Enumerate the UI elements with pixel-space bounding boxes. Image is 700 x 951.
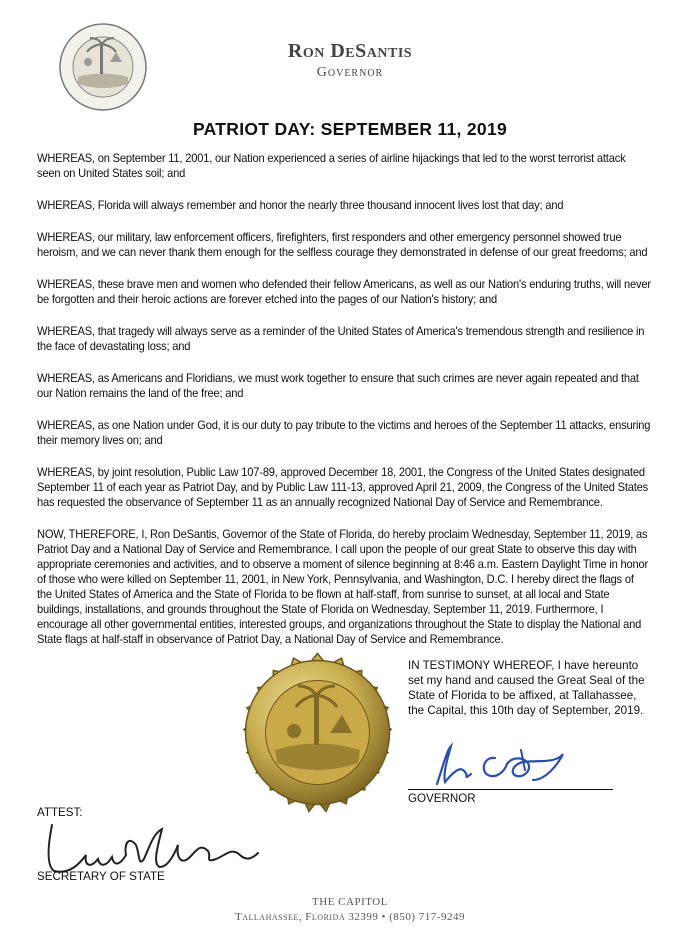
proclamation-paragraph: NOW, THEREFORE, I, Ron DeSantis, Governor of the State of Florida, do hereby proclaim Wednesday, September 11, 2019, as Patriot Day and a National Day of Service and Remembrance. I call upon the people of our great State to observe this day with appropriate ceremonies and activities, and to observe a moment of silence beginning at 8:46 a.m. Eastern Daylight Time in honor of those who were killed on September 11, 2001, in New York, Pennsylvania, and Washington, D.C. I hereby direct the flags of the United States of America and the State of Florida to be flown at half-staff, from sunrise to sunset, at all local and State buildings, installations, and grounds throughout the State of Florida on Wednesday, September 11, 2019. Furthermore, I encourage all other governmental entities, interested groups, and organizations throughout the State to display the National and State flags at half-staff in observance of Patriot Day, a National Day of Service and Remembrance. [37, 528, 649, 646]
whereas-paragraph: WHEREAS, our military, law enforcement officers, firefighters, first responders and other emergency personnel showed true heroism, and we can never thank them enough for the selfless courage they demonstrated in defense of our great freedoms; and [37, 231, 648, 259]
state-seal-icon [58, 22, 148, 112]
proclamation-body [37, 151, 651, 664]
proclamation-title: PATRIOT DAY: SEPTEMBER 11, 2019 [192, 119, 508, 139]
governor-label: GOVERNOR [408, 792, 476, 805]
whereas-paragraph: WHEREAS, as Americans and Floridians, we must work together to ensure that such crimes are never again repeated and that our Nation remains the land of the free; and [37, 372, 639, 400]
governor-signature-line [408, 789, 613, 790]
whereas-paragraph: WHEREAS, by joint resolution, Public Law 107-89, approved December 18, 2001, the Congress of the United States designated September 11 of each year as Patriot Day, and by Public Law 111-13, approved April 21, 2009, the Congress of the United States has requested the observance of September 11 as an annually recognized National Day of Service and Remembrance. [37, 466, 649, 509]
governor-signature [425, 736, 605, 796]
gold-seal-icon [230, 645, 405, 820]
secretary-label: SECRETARY OF STATE [37, 870, 165, 883]
footer-capitol: THE CAPITOL [312, 896, 388, 908]
governor-title: Governor [316, 65, 384, 80]
whereas-paragraph: WHEREAS, that tragedy will always serve as a reminder of the United States of America's tremendous strength and resilience in the face of devastating loss; and [37, 325, 645, 353]
whereas-paragraph: WHEREAS, Florida will always remember and honor the nearly three thousand innocent lives lost that day; and [37, 199, 564, 212]
governor-name: Ron DeSantis [287, 40, 413, 62]
whereas-paragraph: WHEREAS, as one Nation under God, it is our duty to pay tribute to the victims and heroes of the September 11 attacks, ensuring their memory lives on; and [37, 419, 651, 447]
whereas-paragraph: WHEREAS, these brave men and women who defended their fellow Americans, as well as our Nation's enduring truths, will never be forgotten and their heroic actions are forever etched into the pages of our Nation's history; and [37, 278, 651, 306]
whereas-paragraph: WHEREAS, on September 11, 2001, our Nation experienced a series of airline hijackings that led to the worst terrorist attack seen on United States soil; and [37, 152, 626, 180]
footer-address: Tallahassee, Florida 32399 • (850) 717-9249 [235, 911, 465, 923]
testimony-text: IN TESTIMONY WHEREOF, I have hereunto set my hand and caused the Great Seal of the State of Florida to be affixed, at Tallahassee, the Capital, this 10th day of September, 2019. [408, 659, 645, 717]
footer [0, 896, 700, 923]
attest-label: ATTEST: [37, 806, 83, 819]
